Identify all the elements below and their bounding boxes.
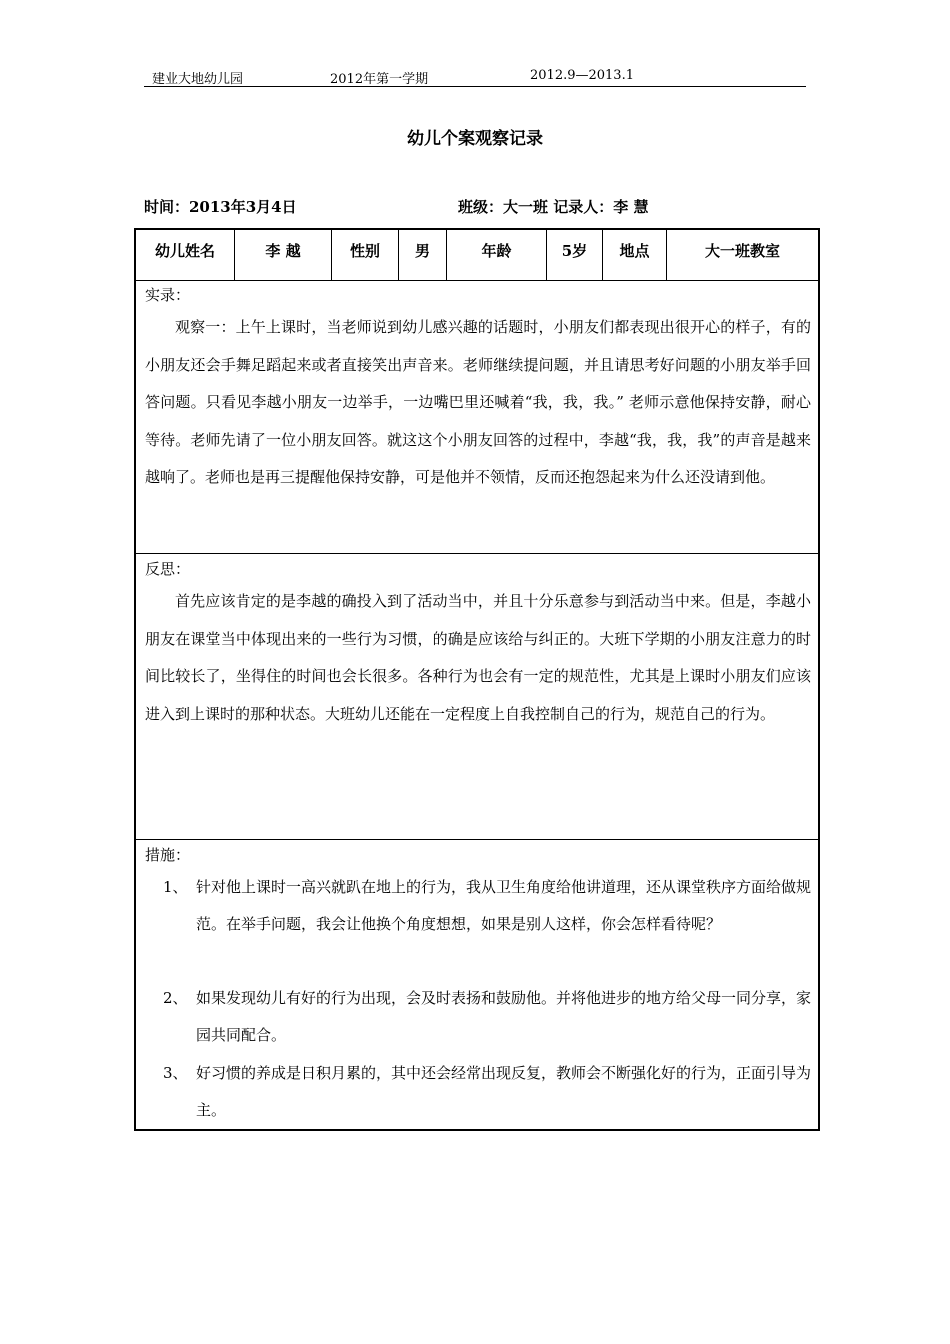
info-row — [136, 230, 818, 281]
item-text: 好习惯的养成是日积月累的，其中还会经常出现反复，教师会不断强化好的行为，正面引导为主。 — [196, 1064, 812, 1119]
header-period: 2012.9—2013.1 — [530, 68, 634, 83]
item-number: 1、 — [163, 878, 188, 896]
header-school: 建业大地幼儿园 — [152, 72, 244, 87]
reflection-section — [136, 554, 818, 840]
age-label: 年龄 — [447, 230, 547, 280]
class-recorder: 班级：大一班 记录人：李 慧 — [458, 198, 649, 216]
name-label: 幼儿姓名 — [136, 230, 235, 280]
item-text: 针对他上课时一高兴就趴在地上的行为，我从卫生角度给他讲道理，还从课堂秩序方面给做规范。在举手问题，我会让他换个角度想想，如果是别人这样，你会怎样看待呢？ — [196, 878, 812, 933]
gender-label: 性别 — [332, 230, 399, 280]
record-time: 时间：2013年3月4日 — [144, 198, 297, 216]
page-header — [144, 64, 806, 87]
age-value: 5岁 — [547, 230, 603, 280]
item-number: 3、 — [163, 1064, 188, 1082]
place-label: 地点 — [603, 230, 667, 280]
header-term: 2012年第一学期 — [330, 72, 429, 87]
document-title: 幼儿个案观察记录 — [407, 129, 543, 149]
item-number: 2、 — [163, 989, 188, 1007]
reflection-text: 首先应该肯定的是李越的确投入到了活动当中，并且十分乐意参与到活动当中来。但是，李越小朋友在课堂当中体现出来的一些行为习惯，的确是应该给与纠正的。大班下学期的小朋友注意力的时间比较长了，坐得住的时间也会长很多。各种行为也会有一定的规范性，尤其是上课时小朋友们应该进入到上课时的那种状态。大班幼儿还能在一定程度上自我控制自己的行为，规范自己的行为。 — [145, 592, 811, 723]
observation-table — [134, 228, 820, 1131]
item-text: 如果发现幼儿有好的行为出现，会及时表扬和鼓励他。并将他进步的地方给父母一同分享，家园共同配合。 — [196, 989, 812, 1044]
measures-section — [136, 840, 818, 1129]
child-name: 李 越 — [235, 230, 332, 280]
record-section — [136, 280, 818, 554]
record-text: 观察一：上午上课时，当老师说到幼儿感兴趣的话题时，小朋友们都表现出很开心的样子，有的小朋友还会手舞足蹈起来或者直接笑出声音来。老师继续提问题，并且请思考好问题的小朋友举手回答问题。只看见李越小朋友一边举手，一边嘴巴里还喊着“我，我，我。” 老师示意他保持安静，耐心等待。老师先请了一位小朋友回答。就这这个小朋友回答的过程中，李越“我，我，我”的声音是越来越响了。老师也是再三提醒他保持安静，可是他并不领情，反而还抱怨起来为什么还没请到他。 — [145, 318, 811, 486]
gender-value: 男 — [399, 230, 447, 280]
measures-label: 措施： — [145, 846, 191, 864]
place-value: 大一班教室 — [704, 242, 780, 260]
reflection-label: 反思： — [145, 560, 191, 578]
record-label: 实录： — [145, 286, 191, 304]
